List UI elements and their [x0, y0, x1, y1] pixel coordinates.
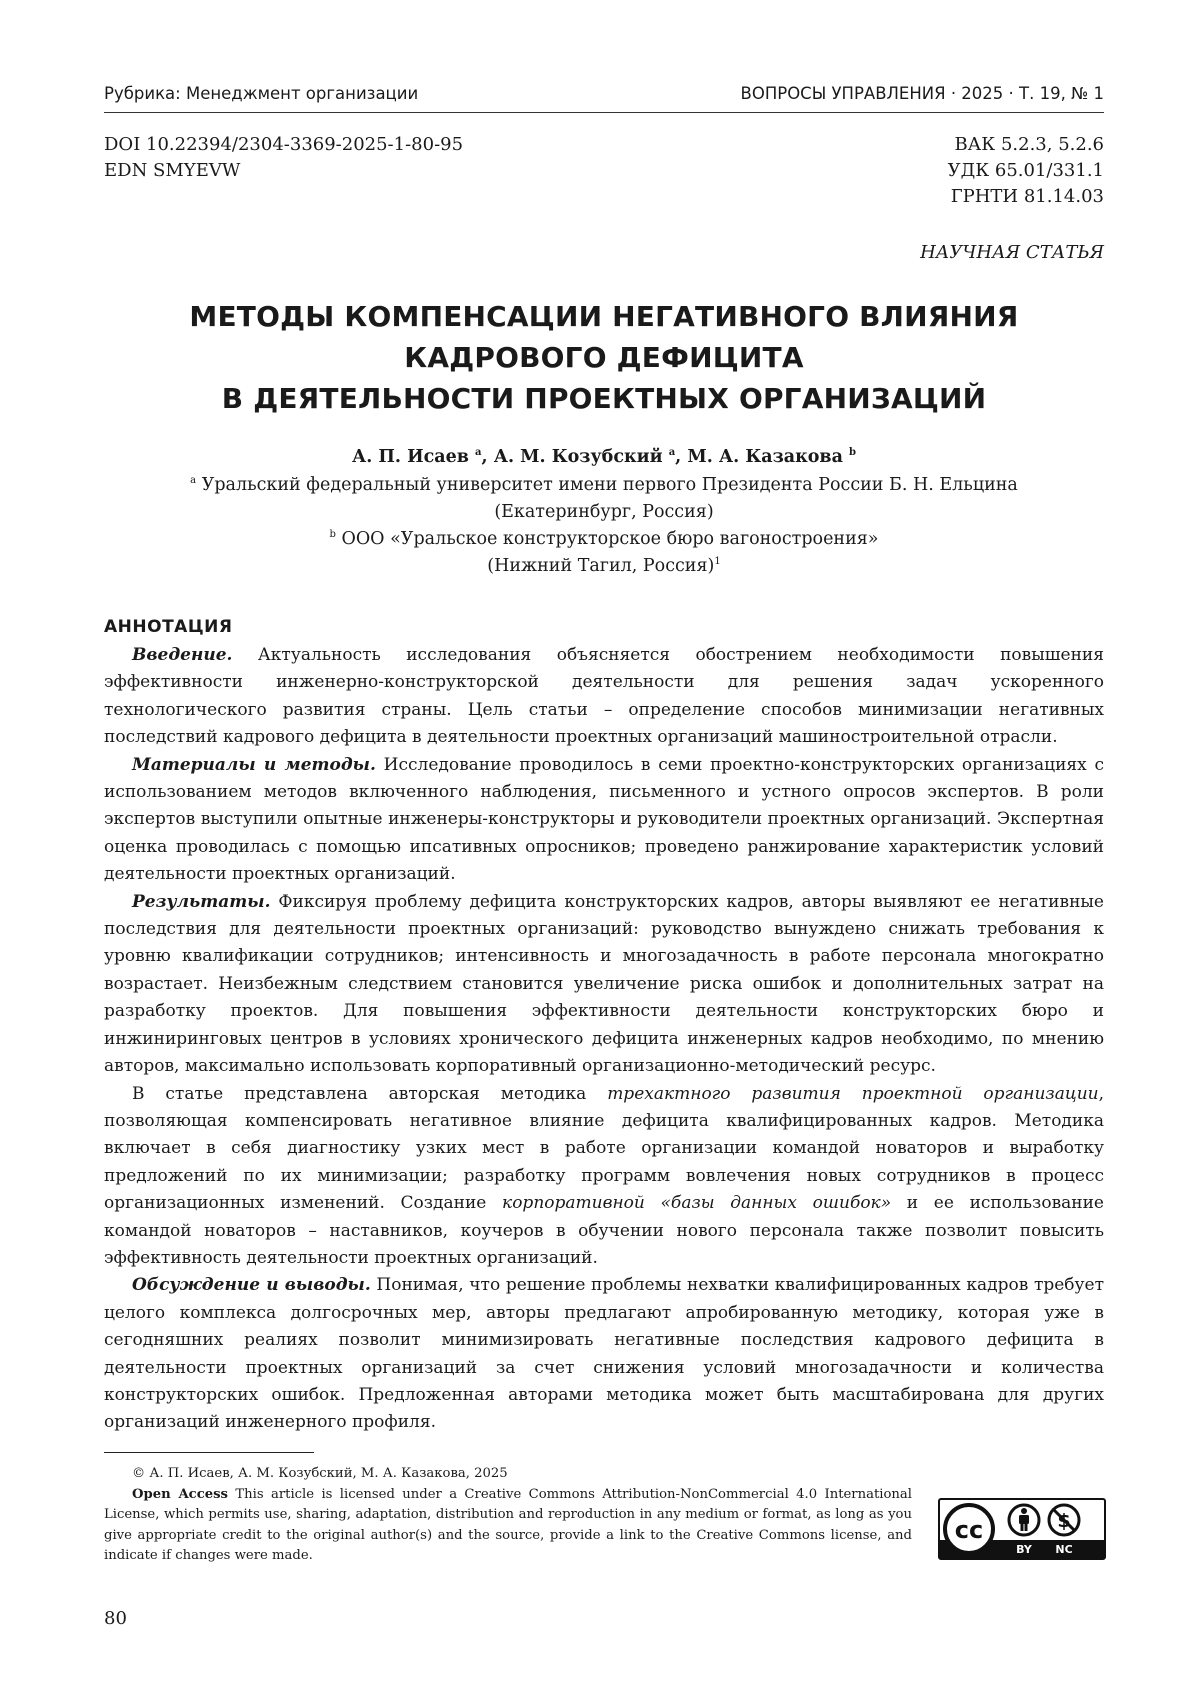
abstract-body — [104, 642, 1104, 1437]
affiliation-a — [104, 472, 1104, 499]
author-3-affil: b — [849, 447, 856, 458]
rubric-label: Рубрика: Менеджмент организации — [104, 84, 418, 103]
discussion-label: Обсуждение и выводы. — [132, 1275, 371, 1295]
methodology-text-a: В статье представлена авторская методика — [132, 1084, 607, 1104]
author-separator: , — [675, 447, 687, 467]
cc-icon — [945, 1505, 993, 1553]
abstract-methodology — [104, 1081, 1104, 1273]
author-2-affil: a — [669, 447, 675, 458]
author-1-affil: a — [475, 447, 481, 458]
author-separator: , — [482, 447, 494, 467]
open-access-notice — [104, 1485, 912, 1567]
results-text: Фиксируя проблему дефицита конструкторских кадров, авторы выявляют ее негативные последствия для деятельности проектных организаций: руководство вынуждено снижать требования к уровню квалификации сотрудников; интенсивность и многозадачность в работе персонала многократно возрастает. Неизбежным следствием становится увеличение риска ошибок и дополнительных затрат на разработку проектов. Для повышения эффективности деятельности конструкторских бюро и инжиниринговых центров в условиях хронического дефицита инженерных кадров необходимо, по мнению авторов, максимально использовать корпоративный организационно-методический ресурс. — [104, 892, 1104, 1076]
footnote-marker[interactable]: 1 — [714, 556, 720, 567]
running-head — [104, 80, 1104, 106]
copyright-line: © А. П. Исаев, А. М. Козубский, М. А. Казакова, 2025 — [104, 1464, 912, 1485]
introduction-label: Введение. — [132, 645, 232, 665]
title-line-1: МЕТОДЫ КОМПЕНСАЦИИ НЕГАТИВНОГО ВЛИЯНИЯ — [104, 296, 1104, 337]
affiliation-b-marker: b — [330, 529, 336, 540]
affiliation-a-location: (Екатеринбург, Россия) — [104, 499, 1104, 526]
abstract-introduction — [104, 642, 1104, 752]
affiliation-a-name: Уральский федеральный университет имени первого Президента России Б. Н. Ельцина — [202, 475, 1018, 495]
page-number: 80 — [104, 1608, 127, 1629]
journal-label: ВОПРОСЫ УПРАВЛЕНИЯ · 2025 · Т. 19, № 1 — [741, 84, 1104, 103]
edn: EDN SMYEVW — [104, 158, 463, 184]
affiliation-b-location: (Нижний Тагил, Россия) — [487, 556, 714, 576]
by-person-icon — [1009, 1505, 1039, 1535]
methods-label: Материалы и методы. — [132, 755, 376, 775]
abstract-results — [104, 889, 1104, 1081]
affiliation-b-location-row — [104, 553, 1104, 580]
affiliations — [104, 472, 1104, 580]
affiliation-b — [104, 526, 1104, 553]
cc-icon-text: cc — [955, 1516, 983, 1544]
introduction-text: Актуальность исследования объясняется обострением необходимости повышения эффективности инженерно-конструкторской деятельности для решения задач ускоренного технологического развития страны. Цель статьи – определение способов минимизации негативных последствий кадрового дефицита в деятельности проектных организаций машиностроительной отрасли. — [104, 645, 1104, 747]
abstract-heading: АННОТАЦИЯ — [104, 617, 232, 637]
author-list — [104, 447, 1104, 467]
methodology-term-1: трехактного развития проектной организации — [607, 1084, 1098, 1104]
article-title — [104, 296, 1104, 419]
doi[interactable]: DOI 10.22394/2304-3369-2025-1-80-95 — [104, 132, 463, 158]
grnti-code: ГРНТИ 81.14.03 — [948, 184, 1104, 210]
affiliation-a-marker: a — [190, 475, 196, 486]
vak-code: ВАК 5.2.3, 5.2.6 — [948, 132, 1104, 158]
header-divider — [104, 112, 1104, 113]
nc-dollar-icon — [1049, 1505, 1079, 1535]
author-3: М. А. Казакова — [687, 447, 843, 467]
journal-page — [0, 0, 1200, 1697]
methods-text: Исследование проводилось в семи проектно-конструкторских организациях с использованием методов включенного наблюдения, письменного и устного опросов экспертов. В роли экспертов выступили опытные инженеры-конструкторы и руководители проектных организаций. Экспертная оценка проводилась с помощью ипсативных опросников; проведено ранжирование характеристик условий деятельности проектных организаций. — [104, 755, 1104, 885]
footnote-divider — [104, 1452, 314, 1453]
cc-license-badge[interactable] — [938, 1498, 1106, 1560]
identifiers-right — [948, 132, 1104, 210]
abstract-methods — [104, 752, 1104, 889]
results-label: Результаты. — [132, 892, 270, 912]
open-access-text: This article is licensed under a Creative Commons Attribution-NonCommercial 4.0 International License, which permits use, sharing, adaptation, distribution and reproduction in any medium or format, as long as you give appropriate credit to the original author(s) and the source, provide a link to the Creative Commons license, and indicate if changes were made. — [104, 1487, 912, 1564]
methodology-text-c: и ее использование командой новаторов – наставников, коучеров в обучении нового персонала также позволит повысить эффективность деятельности проектных организаций. — [104, 1193, 1104, 1268]
title-line-2: КАДРОВОГО ДЕФИЦИТА — [104, 337, 1104, 378]
methodology-text-b: , позволяющая компенсировать негативное влияние дефицита квалифицированных кадров. Методика включает в себя диагностику узких мест в работе организации командой новаторов и выработку предложений по их минимизации; разработку программ вовлечения новых сотрудников в процесс организационных изменений. Создание — [104, 1084, 1104, 1214]
discussion-text: Понимая, что решение проблемы нехватки квалифицированных кадров требует целого комплекса долгосрочных мер, авторы предлагают апробированную методику, которая уже в сегодняшних реалиях позволит минимизировать негативные последствия кадрового дефицита в деятельности проектных организаций за счет снижения условий многозадачности и количества конструкторских ошибок. Предложенная авторами методика может быть масштабирована для других организаций инженерного профиля. — [104, 1275, 1104, 1432]
footnote — [104, 1464, 912, 1567]
methodology-term-2: корпоративной «базы данных ошибок» — [502, 1193, 891, 1213]
by-label: BY — [1016, 1543, 1033, 1556]
title-line-3: В ДЕЯТЕЛЬНОСТИ ПРОЕКТНЫХ ОРГАНИЗАЦИЙ — [104, 378, 1104, 419]
abstract-discussion — [104, 1272, 1104, 1436]
affiliation-b-name: ООО «Уральское конструкторское бюро вагоностроения» — [341, 529, 878, 549]
nc-label: NC — [1055, 1543, 1072, 1556]
open-access-label: Open Access — [132, 1487, 228, 1502]
cc-badge-graphic — [940, 1500, 1104, 1558]
article-type: НАУЧНАЯ СТАТЬЯ — [920, 242, 1104, 263]
identifiers-left — [104, 132, 463, 184]
udk-code: УДК 65.01/331.1 — [948, 158, 1104, 184]
author-1: А. П. Исаев — [352, 447, 469, 467]
author-2: А. М. Козубский — [494, 447, 663, 467]
